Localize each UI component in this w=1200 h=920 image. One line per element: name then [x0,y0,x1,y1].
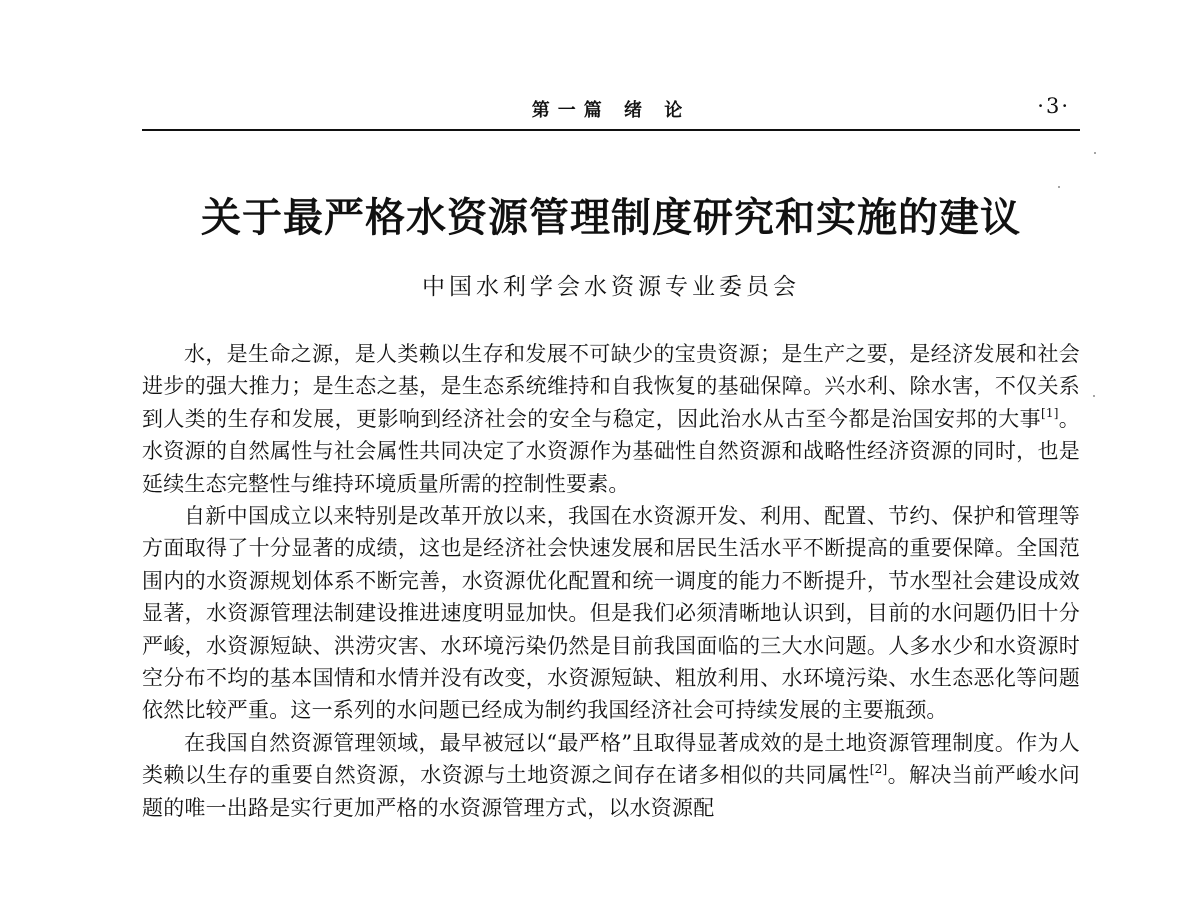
article-body [142,338,1080,824]
article-author: 中国水利学会水资源专业委员会 [422,274,800,300]
paragraph-text: 。解决当前严峻水问题的唯一出路是实行更加严格的水资源管理方式，以水资源配 [142,763,1080,820]
running-title: 第一篇 绪 论 [531,100,691,121]
paragraph [142,338,1080,500]
paragraph [142,500,1080,727]
citation-1: [1] [1040,405,1059,420]
paragraph [142,727,1080,824]
article-title: 关于最严格水资源管理制度研究和实施的建议 [201,195,1021,241]
header-rule [142,129,1080,131]
running-header [142,92,1080,128]
citation-2: [2] [869,762,888,777]
paragraph-text: 。水资源的自然属性与社会属性共同决定了水资源作为基础性自然资源和战略性经济资源的同时，也是延续生态完整性与维持环境质量所需的控制性要素。 [142,406,1080,496]
scan-speck [1093,395,1095,397]
paragraph-text: 在我国自然资源管理领域，最早被冠以“最严格”且取得显著成效的是土地资源管理制度。作为人类赖以生存的重要自然资源，水资源与土地资源之间存在诸多相似的共同属性 [142,730,1080,788]
scan-speck [1094,152,1096,154]
page-number: ·3· [1037,94,1070,118]
paragraph-text: 自新中国成立以来特别是改革开放以来，我国在水资源开发、利用、配置、节约、保护和管理等方面取得了十分显著的成绩，这也是经济社会快速发展和居民生活水平不断提高的重要保障。全国范围内的水资源规划体系不断完善，水资源优化配置和统一调度的能力不断提升，节水型社会建设成效显著，水资源管理法制建设推进速度明显加快。但是我们必须清晰地认识到，目前的水问题仍旧十分严峻，水资源短缺、洪涝灾害、水环境污染仍然是目前我国面临的三大水问题。人多水少和水资源时空分布不均的基本国情和水情并没有改变，水资源短缺、粗放利用、水环境污染、水生态恶化等问题依然比较严重。这一系列的水问题已经成为制约我国经济社会可持续发展的主要瓶颈。 [142,504,1080,723]
paragraph-text: 水，是生命之源，是人类赖以生存和发展不可缺少的宝贵资源；是生产之要，是经济发展和社会进步的强大推力；是生态之基，是生态系统维持和自我恢复的基础保障。兴水利、除水害，不仅关系到人类的生存和发展，更影响到经济社会的安全与稳定，因此治水从古至今都是治国安邦的大事 [142,342,1080,431]
